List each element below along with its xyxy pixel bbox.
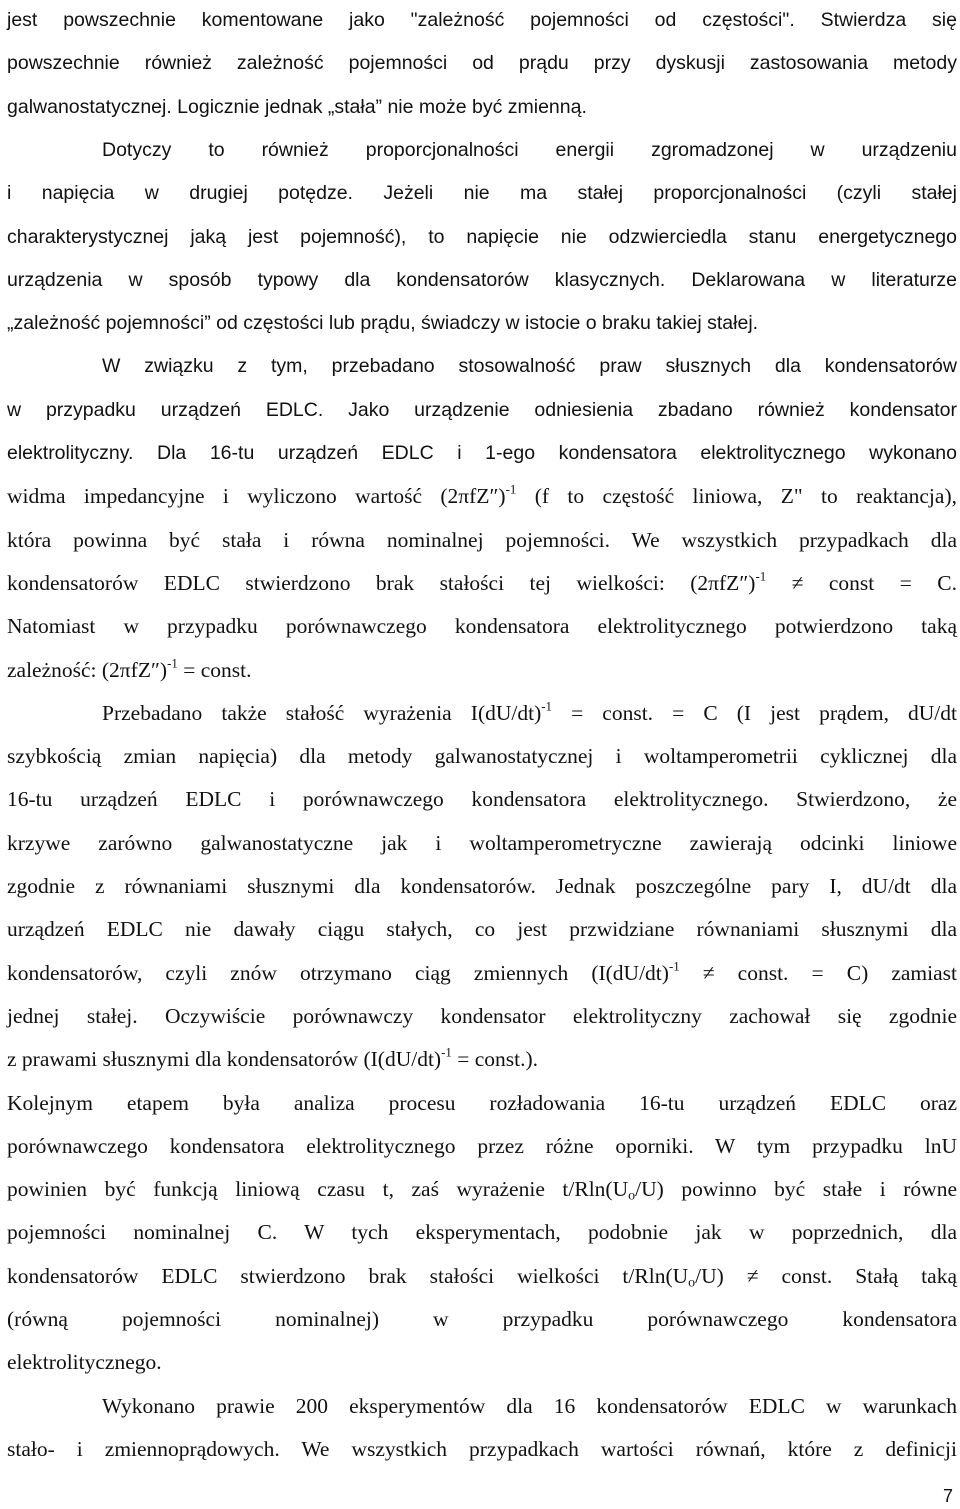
line-text: (f to częstość liniowa, Z" to reaktancja), bbox=[516, 484, 957, 509]
text-line bbox=[7, 1002, 957, 1030]
text-line bbox=[7, 1045, 957, 1073]
line-text: urządzenia w sposób typowy dla kondensatorów klasycznych. Deklarowana w literaturze bbox=[7, 268, 957, 291]
line-text: = const. = C (I jest prądem, dU/dt bbox=[552, 700, 957, 725]
line-text: urządzeń EDLC nie dawały ciągu stałych, co jest przwidziane równaniami słusznymi dla bbox=[7, 917, 957, 942]
text-line bbox=[7, 612, 957, 640]
text-line bbox=[7, 179, 957, 207]
text-line bbox=[7, 49, 957, 77]
text-line bbox=[7, 1218, 957, 1246]
text-line bbox=[7, 439, 957, 467]
text-line bbox=[7, 742, 957, 770]
page-number: 7 bbox=[942, 1486, 953, 1506]
line-text: kondensatorów EDLC stwierdzono brak stałości tej wielkości: (2πfZ″) bbox=[7, 570, 756, 595]
line-text: Dotyczy to również proporcjonalności energii zgromadzonej w urządzeniu bbox=[102, 138, 957, 161]
text-line bbox=[7, 1262, 957, 1290]
line-text: kondensatorów, czyli znów otrzymano ciąg zmiennych (I(dU/dt) bbox=[7, 960, 669, 985]
line-text: = const.). bbox=[451, 1047, 538, 1072]
line-text: charakterystycznej jaką jest pojemność), to napięcie nie odzwierciedla stanu energetycznego bbox=[7, 225, 957, 248]
line-text: galwanostatycznej. Logicznie jednak „stała” nie może być zmienną. bbox=[7, 95, 587, 118]
superscript-exponent: -1 bbox=[167, 655, 178, 670]
line-text: 16-tu urządzeń EDLC i porównawczego kondensatora elektrolitycznego. Stwierdzono, że bbox=[7, 787, 957, 812]
line-text: zależność: (2πfZ″) bbox=[7, 657, 168, 682]
text-line bbox=[7, 1305, 957, 1333]
line-text: w przypadku urządzeń EDLC. Jako urządzenie odniesienia zbadano również kondensator bbox=[7, 398, 957, 421]
line-text: ≠ const. = C) zamiast bbox=[679, 960, 957, 985]
text-line bbox=[7, 93, 957, 121]
text-line bbox=[7, 396, 957, 424]
text-line bbox=[7, 1175, 957, 1203]
line-text: W związku z tym, przebadano stosowalność praw słusznych dla kondensatorów bbox=[102, 355, 957, 378]
text-line bbox=[7, 223, 957, 251]
superscript-exponent: -1 bbox=[505, 482, 517, 497]
text-line bbox=[7, 1089, 957, 1117]
text-line bbox=[7, 6, 957, 34]
line-text: porównawczego kondensatora elektrolitycznego przez różne oporniki. W tym przypadku lnU bbox=[7, 1133, 957, 1158]
line-text: Wykonano prawie 200 eksperymentów dla 16 kondensatorów EDLC w warunkach bbox=[102, 1393, 957, 1418]
line-text: Kolejnym etapem była analiza procesu rozładowania 16-tu urządzeń EDLC oraz bbox=[7, 1090, 957, 1115]
line-text: krzywe zarówno galwanostatyczne jak i woltamperometryczne zawierają odcinki liniowe bbox=[7, 830, 957, 855]
line-text: powinien być funkcją liniową czasu t, zaś wyrażenie t/Rln(U bbox=[7, 1177, 629, 1202]
subscript-index: o bbox=[688, 1275, 696, 1291]
line-text: /U) ≠ const. Stałą taką bbox=[695, 1263, 957, 1288]
line-text: i napięcia w drugiej potędze. Jeżeli nie ma stałej proporcjonalności (czyli stałej bbox=[7, 182, 957, 205]
text-line bbox=[7, 526, 957, 554]
line-text: (równą pojemności nominalnej) w przypadku porównawczego kondensatora bbox=[7, 1307, 957, 1331]
line-text: elektrolitycznego. bbox=[7, 1350, 162, 1375]
line-text: powszechnie również zależność pojemności od prądu przy dyskusji zastosowania metody bbox=[7, 52, 957, 75]
superscript-exponent: -1 bbox=[541, 699, 553, 714]
line-text: zgodnie z równaniami słusznymi dla kondensatorów. Jednak poszczególne pary I, dU/dt dla bbox=[7, 874, 957, 898]
text-line bbox=[7, 1392, 957, 1420]
text-line bbox=[7, 829, 957, 857]
superscript-exponent: -1 bbox=[668, 958, 680, 973]
superscript-exponent: -1 bbox=[755, 569, 767, 584]
text-line bbox=[7, 1435, 957, 1463]
line-text: stało- i zmiennoprądowych. We wszystkich przypadkach wartości równań, które z definicji bbox=[7, 1436, 957, 1461]
line-text: z prawami słusznymi dla kondensatorów (I(dU/dt) bbox=[7, 1047, 442, 1072]
superscript-exponent: -1 bbox=[441, 1045, 452, 1060]
line-text: Przebadano także stałość wyrażenia I(dU/dt) bbox=[102, 700, 542, 725]
line-text: = const. bbox=[177, 657, 252, 682]
text-line bbox=[7, 872, 957, 900]
text-line bbox=[7, 959, 957, 987]
line-text: elektrolityczny. Dla 16-tu urządzeń EDLC i 1-ego kondensatora elektrolitycznego wykonano bbox=[7, 442, 957, 464]
text-line bbox=[7, 785, 957, 813]
line-text: jednej stałej. Oczywiście porównawczy kondensator elektrolityczny zachował się zgodnie bbox=[7, 1003, 957, 1028]
line-text: pojemności nominalnej C. W tych eksperymentach, podobnie jak w poprzednich, dla bbox=[7, 1220, 957, 1245]
line-text: „zależność pojemności” od częstości lub prądu, świadczy w istocie o braku takiej stałej. bbox=[7, 312, 759, 335]
text-line bbox=[7, 569, 957, 597]
text-line bbox=[7, 915, 957, 943]
text-line bbox=[7, 352, 957, 380]
text-line bbox=[7, 656, 957, 684]
text-line bbox=[7, 1132, 957, 1160]
line-text: Natomiast w przypadku porównawczego kondensatora elektrolitycznego potwierdzono taką bbox=[7, 614, 957, 639]
subscript-index: o bbox=[628, 1188, 636, 1204]
text-line bbox=[7, 136, 957, 164]
text-line bbox=[7, 266, 957, 294]
line-text: kondensatorów EDLC stwierdzono brak stałości wielkości t/Rln(U bbox=[7, 1263, 689, 1288]
text-line bbox=[7, 309, 957, 337]
line-text: /U) powinno być stałe i równe bbox=[635, 1177, 957, 1202]
line-text: jest powszechnie komentowane jako "zależność pojemności od częstości". Stwierdza się bbox=[7, 9, 957, 31]
line-text: ≠ const = C. bbox=[766, 570, 957, 595]
line-text: szybkością zmian napięcia) dla metody galwanostatycznej i woltamperometrii cyklicznej dla bbox=[7, 744, 957, 769]
line-text: która powinna być stała i równa nominalnej pojemności. We wszystkich przypadkach dla bbox=[7, 527, 957, 552]
text-line bbox=[7, 699, 957, 727]
line-text: widma impedancyjne i wyliczono wartość (2πfZ″) bbox=[7, 484, 506, 509]
text-line bbox=[7, 1348, 957, 1376]
text-line bbox=[7, 482, 957, 510]
